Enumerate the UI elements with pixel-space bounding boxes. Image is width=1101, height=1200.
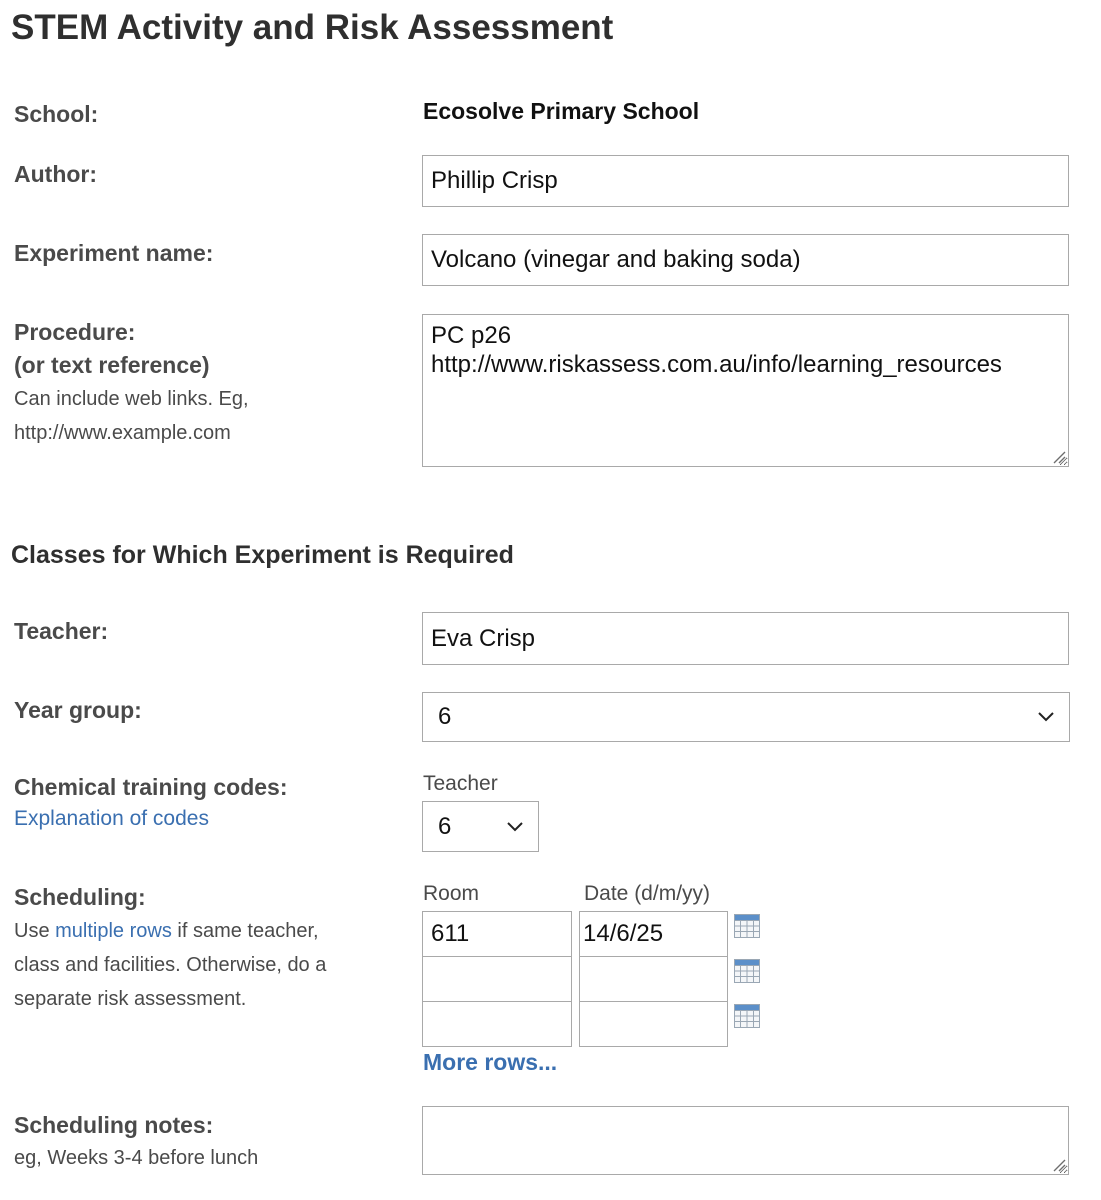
- training-teacher-value: 6: [438, 812, 452, 840]
- school-label: School:: [14, 101, 99, 127]
- procedure-sublabel: (or text reference): [14, 352, 210, 378]
- year-group-value: 6: [438, 703, 452, 730]
- scheduling-label: Scheduling:: [14, 884, 146, 910]
- scheduling-hint-prefix: Use: [14, 920, 56, 942]
- room-column-label: Room: [423, 882, 480, 905]
- classes-section-title: Classes for Which Experiment is Required: [11, 541, 514, 569]
- experiment-name-input[interactable]: [422, 234, 1069, 286]
- school-value: Ecosolve Primary School: [423, 98, 700, 124]
- experiment-name-label: Experiment name:: [14, 240, 214, 266]
- date-column-label: Date (d/m/yy): [584, 882, 711, 905]
- training-teacher-select[interactable]: [422, 801, 539, 852]
- date-input[interactable]: [579, 956, 728, 1002]
- training-codes-label: Chemical training codes:: [14, 774, 288, 800]
- scheduling-hint: [14, 914, 364, 1016]
- training-teacher-column-label: Teacher: [423, 772, 498, 795]
- scheduling-notes-label: Scheduling notes:: [14, 1112, 214, 1138]
- date-input[interactable]: [579, 911, 728, 957]
- explanation-of-codes-link[interactable]: Explanation of codes: [14, 807, 209, 830]
- procedure-textarea[interactable]: [422, 314, 1069, 467]
- procedure-hint: Can include web links. Eg, http://www.example.com: [14, 388, 249, 444]
- year-group-select[interactable]: [422, 692, 1070, 742]
- scheduling-notes-wrap: [422, 1106, 1069, 1175]
- author-label: Author:: [14, 161, 98, 187]
- page-title: STEM Activity and Risk Assessment: [11, 8, 614, 47]
- date-input[interactable]: [579, 1001, 728, 1047]
- calendar-icon[interactable]: [734, 959, 760, 983]
- calendar-icon[interactable]: [734, 914, 760, 938]
- scheduling-hint-suffix: if same teacher, class and facilities. Otherwise, do a separate risk assessment.: [14, 920, 327, 1010]
- more-rows-link[interactable]: More rows...: [423, 1049, 558, 1075]
- year-group-label: Year group:: [14, 697, 142, 723]
- procedure-label: Procedure:: [14, 319, 136, 345]
- procedure-textarea-wrap: [422, 314, 1069, 467]
- calendar-icon[interactable]: [734, 1004, 760, 1028]
- chevron-down-icon: [506, 821, 524, 833]
- author-input[interactable]: [422, 155, 1069, 207]
- room-input[interactable]: [422, 956, 572, 1002]
- teacher-label: Teacher:: [14, 618, 109, 644]
- room-input[interactable]: [422, 1001, 572, 1047]
- room-input[interactable]: [422, 911, 572, 957]
- teacher-input[interactable]: [422, 612, 1069, 665]
- scheduling-notes-hint: eg, Weeks 3-4 before lunch: [14, 1147, 259, 1169]
- multiple-rows-link[interactable]: multiple rows: [55, 920, 172, 942]
- chevron-down-icon: [1037, 711, 1055, 723]
- scheduling-notes-textarea[interactable]: [422, 1106, 1069, 1175]
